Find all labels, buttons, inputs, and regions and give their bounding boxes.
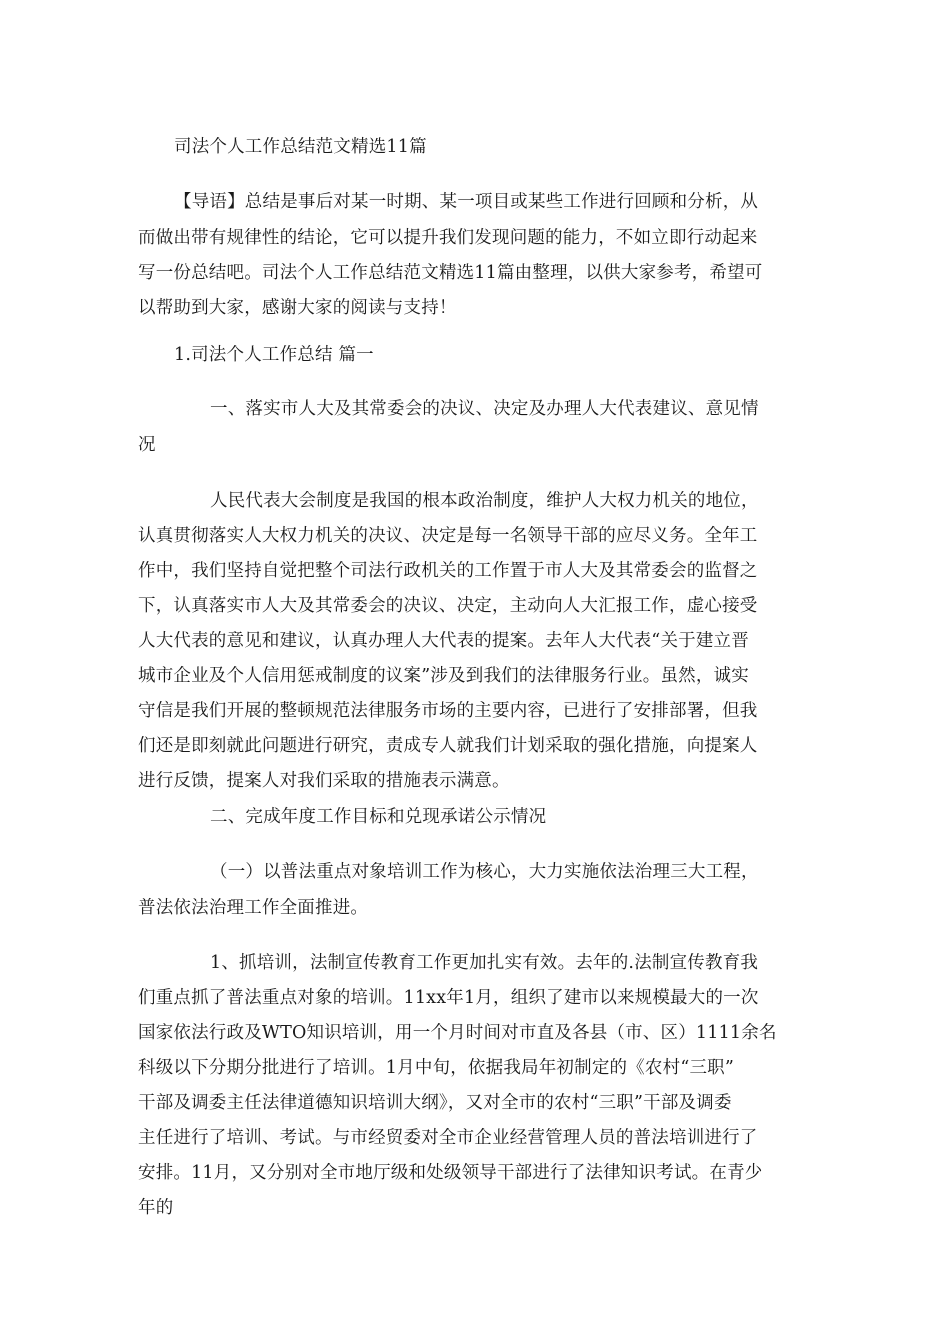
paragraph-line: 主任进行了培训、考试。与市经贸委对全市企业经营管理人员的普法培训进行了	[138, 1128, 758, 1148]
intro-line: 以帮助到大家，感谢大家的阅读与支持！	[138, 298, 457, 318]
paragraph-line: 年的	[138, 1198, 174, 1218]
subheading-line: 况	[138, 435, 156, 455]
paragraph-line: 国家依法行政及WTO知识培训，用一个月时间对市直及各县（市、区）1111余名	[138, 1023, 777, 1043]
paragraph-line: 人大代表的意见和建议，认真办理人大代表的提案。去年人大代表“关于建立晋	[138, 631, 749, 651]
subheading-line: 一、落实市人大及其常委会的决议、决定及办理人大代表建议、意见情	[210, 399, 759, 419]
subheading-2: 二、完成年度工作目标和兑现承诺公示情况	[210, 807, 547, 827]
paragraph-line: 科级以下分期分批进行了培训。1月中旬，依据我局年初制定的《农村“三职”	[138, 1058, 735, 1078]
paragraph-line: 认真贯彻落实人大权力机关的决议、决定是每一名领导干部的应尽义务。全年工	[138, 526, 758, 546]
intro-line: 而做出带有规律性的结论，它可以提升我们发现问题的能力，不如立即行动起来	[138, 228, 758, 248]
paragraph-line: 城市企业及个人信用惩戒制度的议案”涉及到我们的法律服务行业。虽然，诚实	[138, 666, 749, 686]
subheading-line: 普法依法治理工作全面推进。	[138, 898, 369, 918]
paragraph-line: 们重点抓了普法重点对象的培训。11xx年1月，组织了建市以来规模最大的一次	[138, 988, 759, 1008]
section-heading: 1.司法个人工作总结 篇一	[174, 345, 374, 365]
paragraph-line: 进行反馈，提案人对我们采取的措施表示满意。	[138, 771, 510, 791]
intro-line: 【导语】总结是事后对某一时期、某一项目或某些工作进行回顾和分析，从	[174, 192, 759, 212]
paragraph-line: 1、抓培训，法制宣传教育工作更加扎实有效。去年的.法制宣传教育我	[210, 953, 759, 973]
paragraph-line: 人民代表大会制度是我国的根本政治制度，维护人大权力机关的地位，	[210, 491, 759, 511]
paragraph-line: 守信是我们开展的整顿规范法律服务市场的主要内容，已进行了安排部署，但我	[138, 701, 758, 721]
subheading-line: （一）以普法重点对象培训工作为核心，大力实施依法治理三大工程，	[210, 862, 759, 882]
paragraph-line: 下，认真落实市人大及其常委会的决议、决定，主动向人大汇报工作，虚心接受	[138, 596, 758, 616]
intro-line: 写一份总结吧。司法个人工作总结范文精选11篇由整理，以供大家参考，希望可	[138, 263, 763, 283]
paragraph-line: 安排。11月，又分别对全市地厅级和处级领导干部进行了法律知识考试。在青少	[138, 1163, 763, 1183]
paragraph-line: 们还是即刻就此问题进行研究，责成专人就我们计划采取的强化措施，向提案人	[138, 736, 758, 756]
paragraph-line: 作中，我们坚持自觉把整个司法行政机关的工作置于市人大及其常委会的监督之	[138, 561, 758, 581]
document-title: 司法个人工作总结范文精选11篇	[174, 137, 427, 157]
paragraph-line: 干部及调委主任法律道德知识培训大纲》，又对全市的农村“三职”干部及调委	[138, 1093, 732, 1113]
